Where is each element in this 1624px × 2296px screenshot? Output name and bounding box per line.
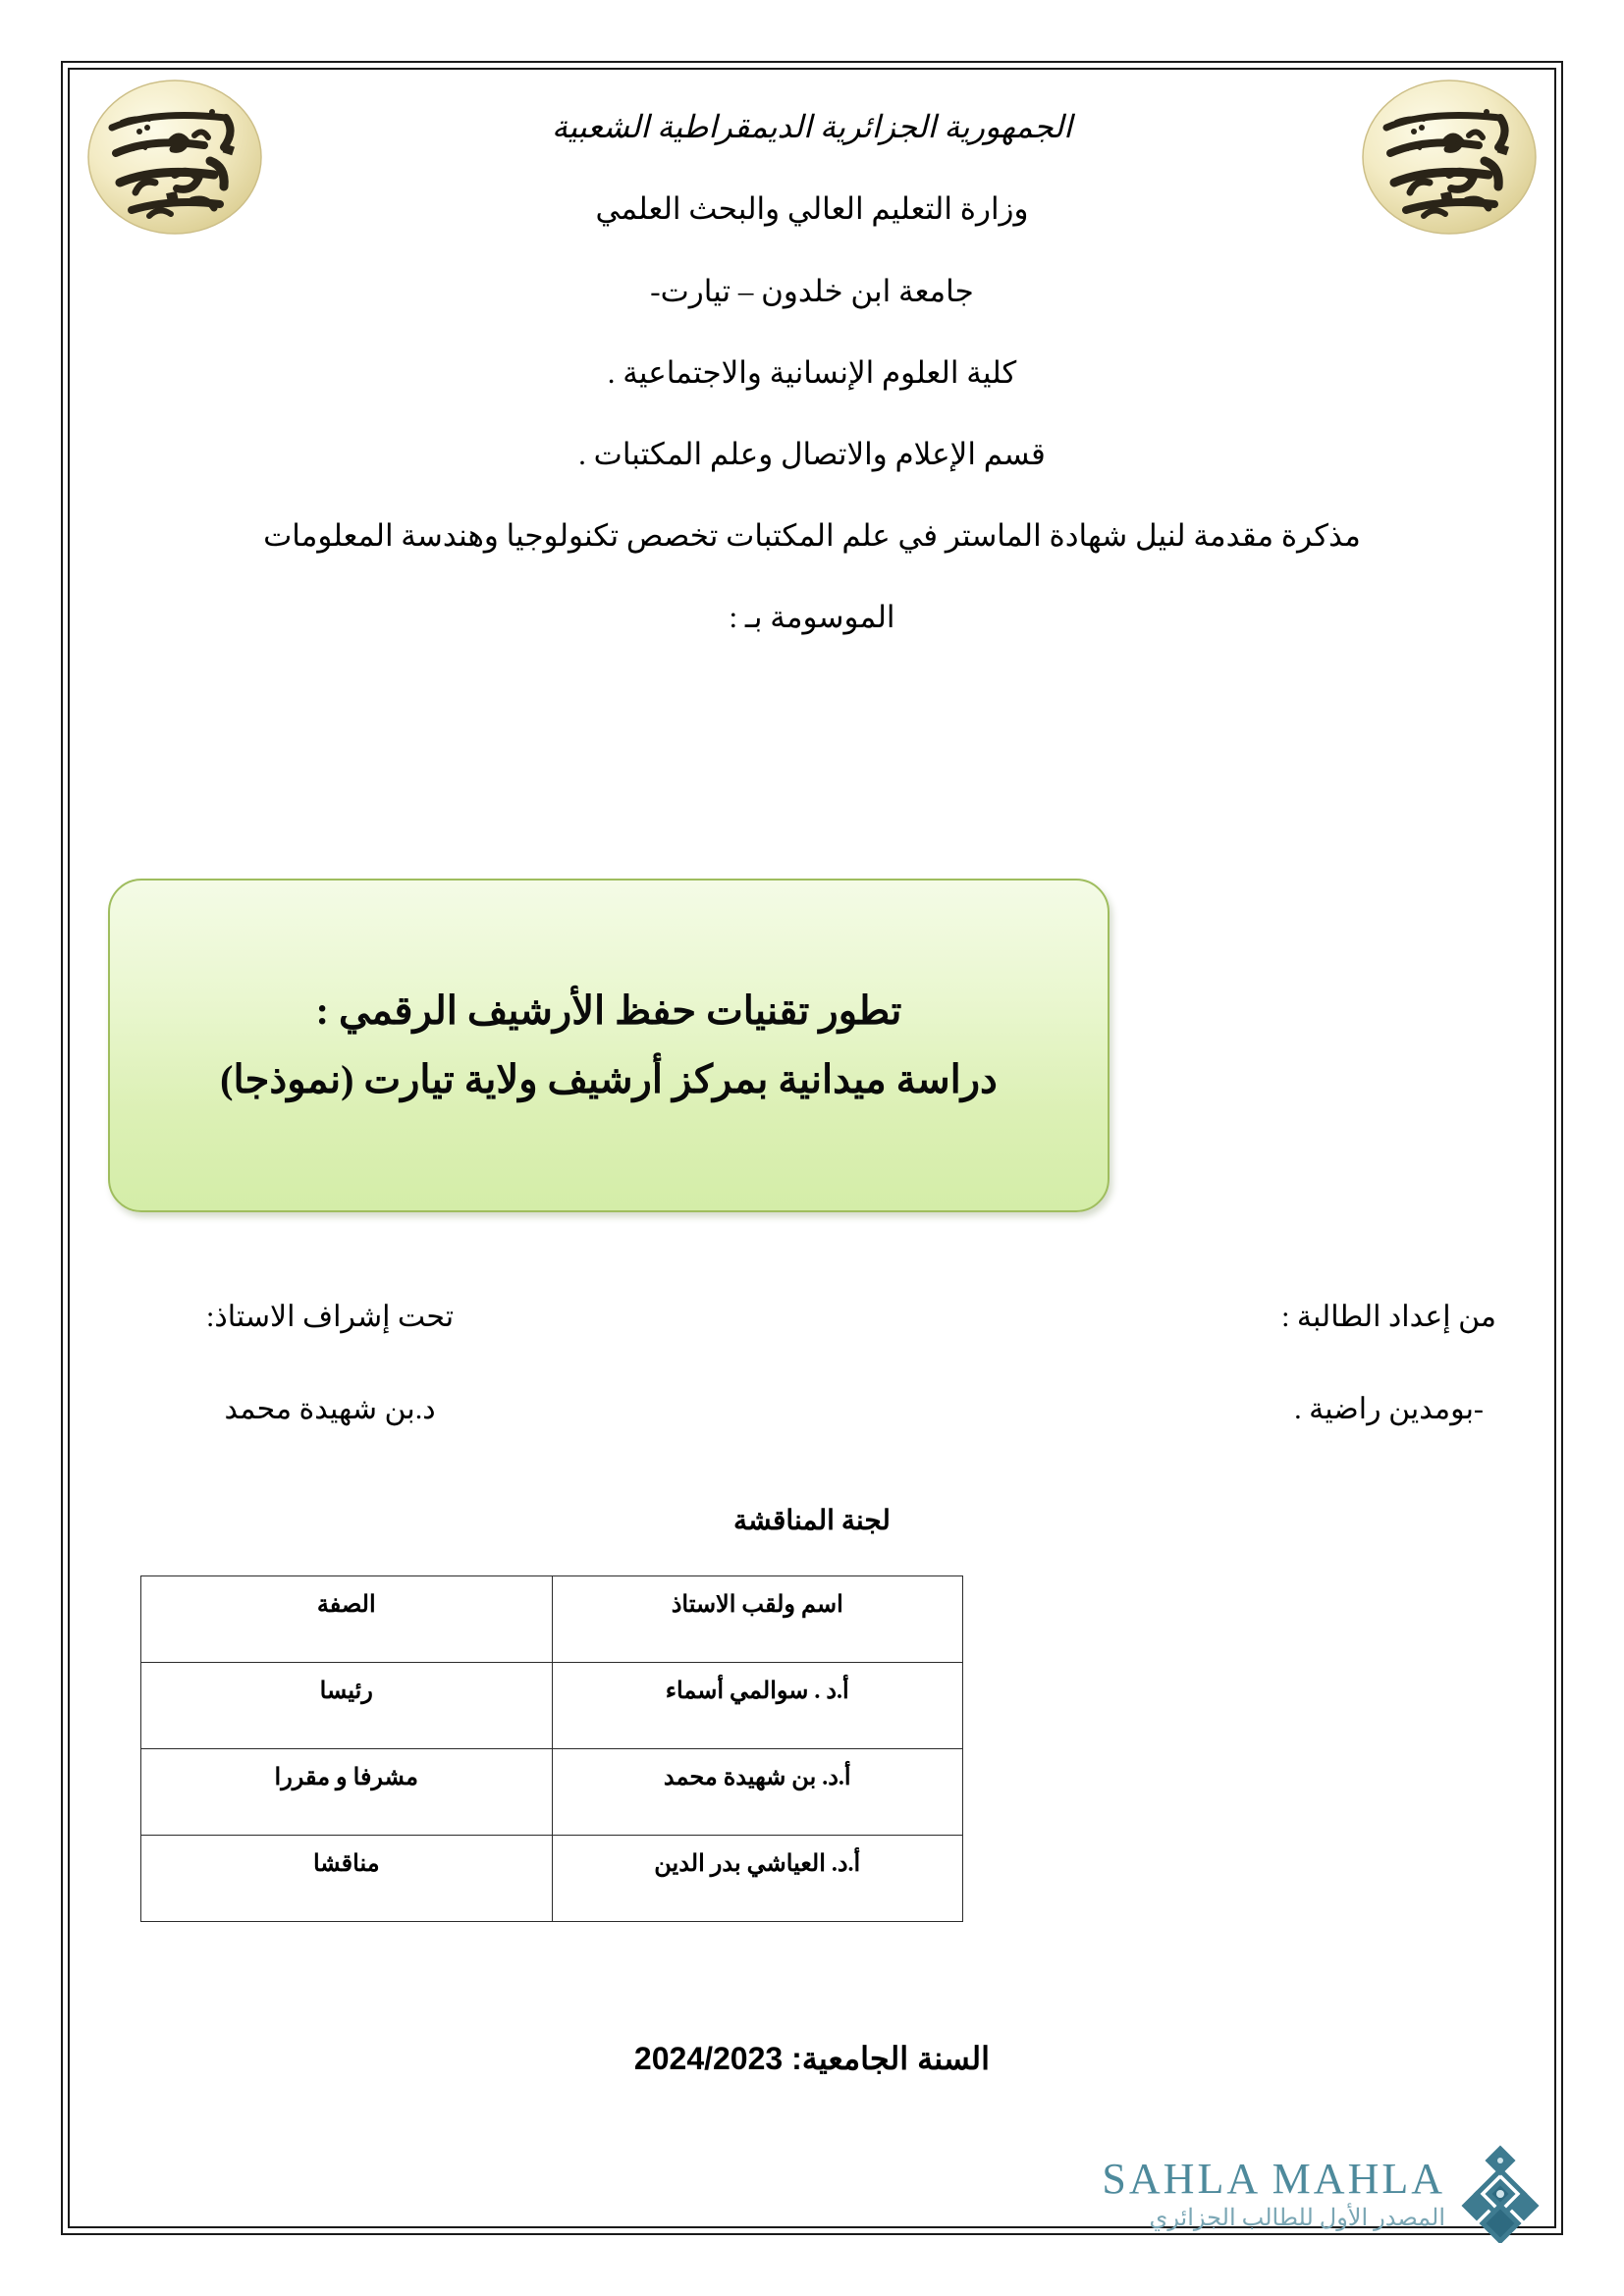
jury-member-name: أ.د. بن شهيدة محمد	[552, 1749, 963, 1836]
thesis-title-line-2: دراسة ميدانية بمركز أرشيف ولاية تيارت (نموذجا)	[220, 1057, 998, 1101]
header-line-faculty: كلية العلوم الإنسانية والاجتماعية .	[607, 354, 1017, 390]
watermark-subtitle: المصدر الأول للطالب الجزائري	[1149, 2206, 1445, 2231]
sahla-mahla-watermark	[1055, 2135, 1545, 2253]
thesis-title-box	[108, 879, 1110, 1212]
table-row	[141, 1749, 963, 1836]
institution-header	[118, 108, 1506, 681]
jury-table	[140, 1575, 963, 1922]
student-block	[1281, 1298, 1496, 1428]
column-header-name: اسم ولقب الاستاذ	[552, 1576, 963, 1663]
header-line-department: قسم الإعلام والاتصال وعلم المكتبات .	[578, 436, 1046, 471]
student-label: من إعداد الطالبة :	[1281, 1301, 1496, 1333]
jury-table-wrapper	[140, 1575, 963, 1922]
diamond-ornament-icon	[1455, 2145, 1545, 2243]
watermark-title: SAHLA MAHLA	[1102, 2155, 1445, 2203]
supervisor-block	[128, 1298, 454, 1428]
jury-member-role: رئيسا	[141, 1663, 553, 1749]
jury-heading: لجنة المناقشة	[733, 1506, 891, 1536]
table-row	[141, 1836, 963, 1922]
supervisor-label: تحت إشراف الاستاذ:	[206, 1301, 455, 1333]
jury-member-name: أ.د. العياشي بدر الدين	[552, 1836, 963, 1922]
thesis-title-line-1: تطور تقنيات حفظ الأرشيف الرقمي :	[315, 988, 902, 1033]
header-line-republic: الجمهورية الجزائرية الديمقراطية الشعبية	[551, 109, 1072, 144]
column-header-role: الصفة	[141, 1576, 553, 1663]
jury-member-role: مشرفا و مقررا	[141, 1749, 553, 1836]
header-line-ministry: وزارة التعليم العالي والبحث العلمي	[595, 191, 1029, 227]
jury-member-role: مناقشا	[141, 1836, 553, 1922]
student-name: -بومدين راضية .	[1294, 1393, 1484, 1425]
table-header-row	[141, 1576, 963, 1663]
header-line-degree: مذكرة مقدمة لنيل شهادة الماستر في علم المكتبات تخصص تكنولوجيا وهندسة المعلومات	[263, 518, 1361, 554]
academic-year: السنة الجامعية: 2024/2023	[633, 2041, 991, 2076]
jury-member-name: أ.د . سوالمي أسماء	[552, 1663, 963, 1749]
authorship-row	[128, 1298, 1496, 1428]
watermark-text	[1102, 2155, 1445, 2231]
header-line-university: جامعة ابن خلدون – تيارت-	[650, 273, 974, 308]
supervisor-name: د.بن شهيدة محمد	[224, 1393, 436, 1425]
header-line-entitled: الموسومة بـ :	[729, 600, 895, 635]
table-row	[141, 1663, 963, 1749]
